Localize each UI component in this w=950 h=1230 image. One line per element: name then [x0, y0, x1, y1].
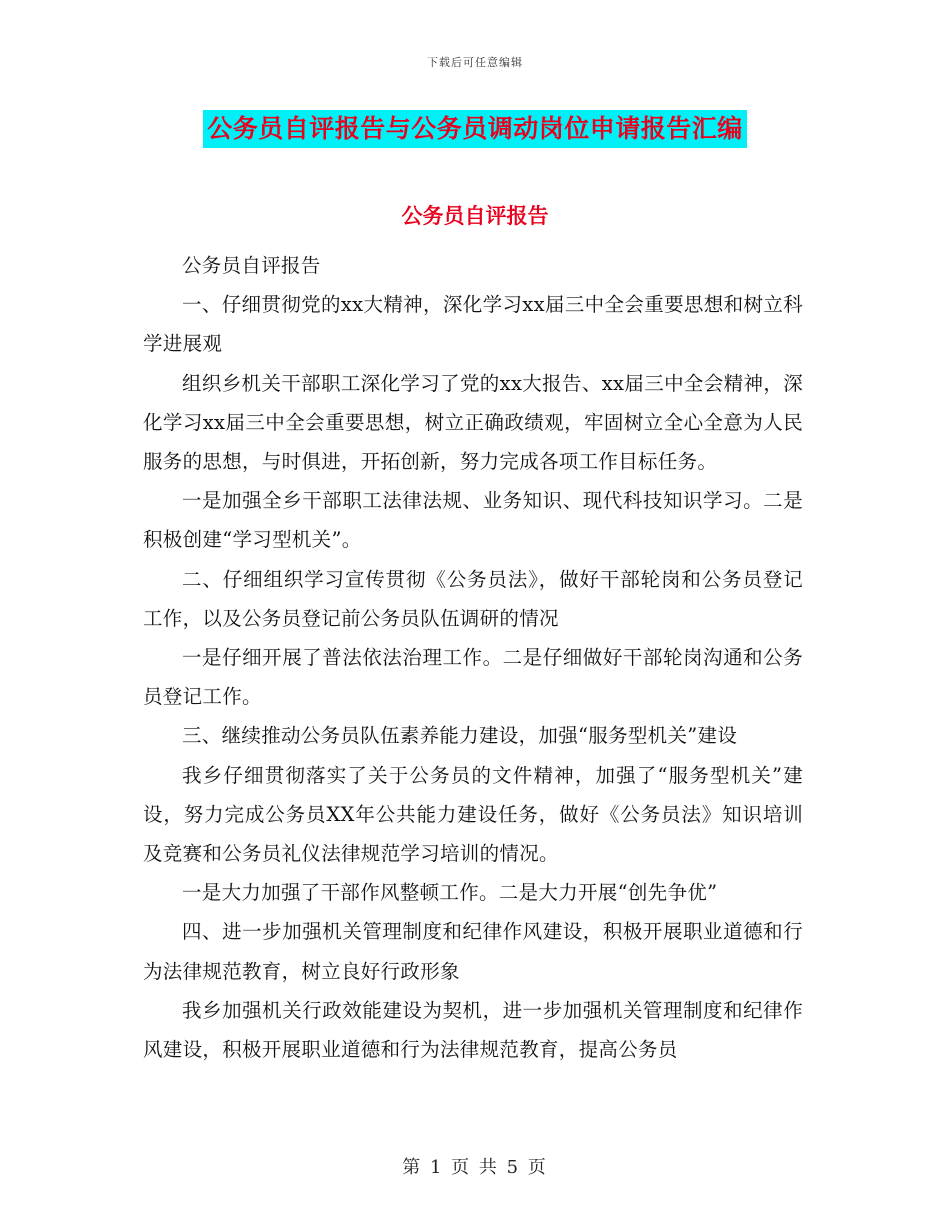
document-title-text: 公务员自评报告与公务员调动岗位申请报告汇编: [203, 110, 747, 148]
paragraph: 公务员自评报告: [182, 254, 321, 277]
paragraph: 一是加强全乡干部职工法律法规、业务知识、现代科技知识学习。二是积极创建“学习型机关”。: [143, 489, 803, 552]
document-title: [0, 110, 950, 148]
paragraph: 我乡加强机关行政效能建设为契机，进一步加强机关管理制度和纪律作风建设，积极开展职业道德和行为法律规范教育，提高公务员: [143, 998, 803, 1062]
document-body: [143, 246, 803, 1069]
header-note: 下载后可任意编辑: [427, 56, 523, 69]
section-title: 公务员自评报告: [401, 203, 549, 228]
paragraph: 一、仔细贯彻党的xx大精神，深化学习xx届三中全会重要思想和树立科学进展观: [143, 293, 803, 356]
page-number-footer: 第 1 页 共 5 页: [402, 1157, 548, 1178]
paragraph: 二、仔细组织学习宣传贯彻《公务员法》，做好干部轮岗和公务员登记工作，以及公务员登记前公务员队伍调研的情况: [143, 567, 803, 630]
paragraph: 一是大力加强了干部作风整顿工作。二是大力开展“创先争优”: [182, 881, 718, 905]
paragraph: 一是仔细开展了普法依法治理工作。二是仔细做好干部轮岗沟通和公务员登记工作。: [143, 646, 803, 709]
paragraph: 四、进一步加强机关管理制度和纪律作风建设，积极开展职业道德和行为法律规范教育，树立良好行政形象: [143, 920, 803, 983]
paragraph: 三、继续推动公务员队伍素养能力建设，加强“服务型机关”建设: [182, 724, 738, 748]
paragraph: 组织乡机关干部职工深化学习了党的xx大报告、xx届三中全会精神，深化学习xx届三中全会重要思想，树立正确政绩观，牢固树立全心全意为人民服务的思想，与时俱进，开拓创新，努力完成各项工作目标任务。: [143, 371, 803, 474]
paragraph: 我乡仔细贯彻落实了关于公务员的文件精神，加强了“服务型机关”建设，努力完成公务员XX年公共能力建设任务，做好《公务员法》知识培训及竞赛和公务员礼仪法律规范学习培训的情况。: [143, 763, 803, 866]
